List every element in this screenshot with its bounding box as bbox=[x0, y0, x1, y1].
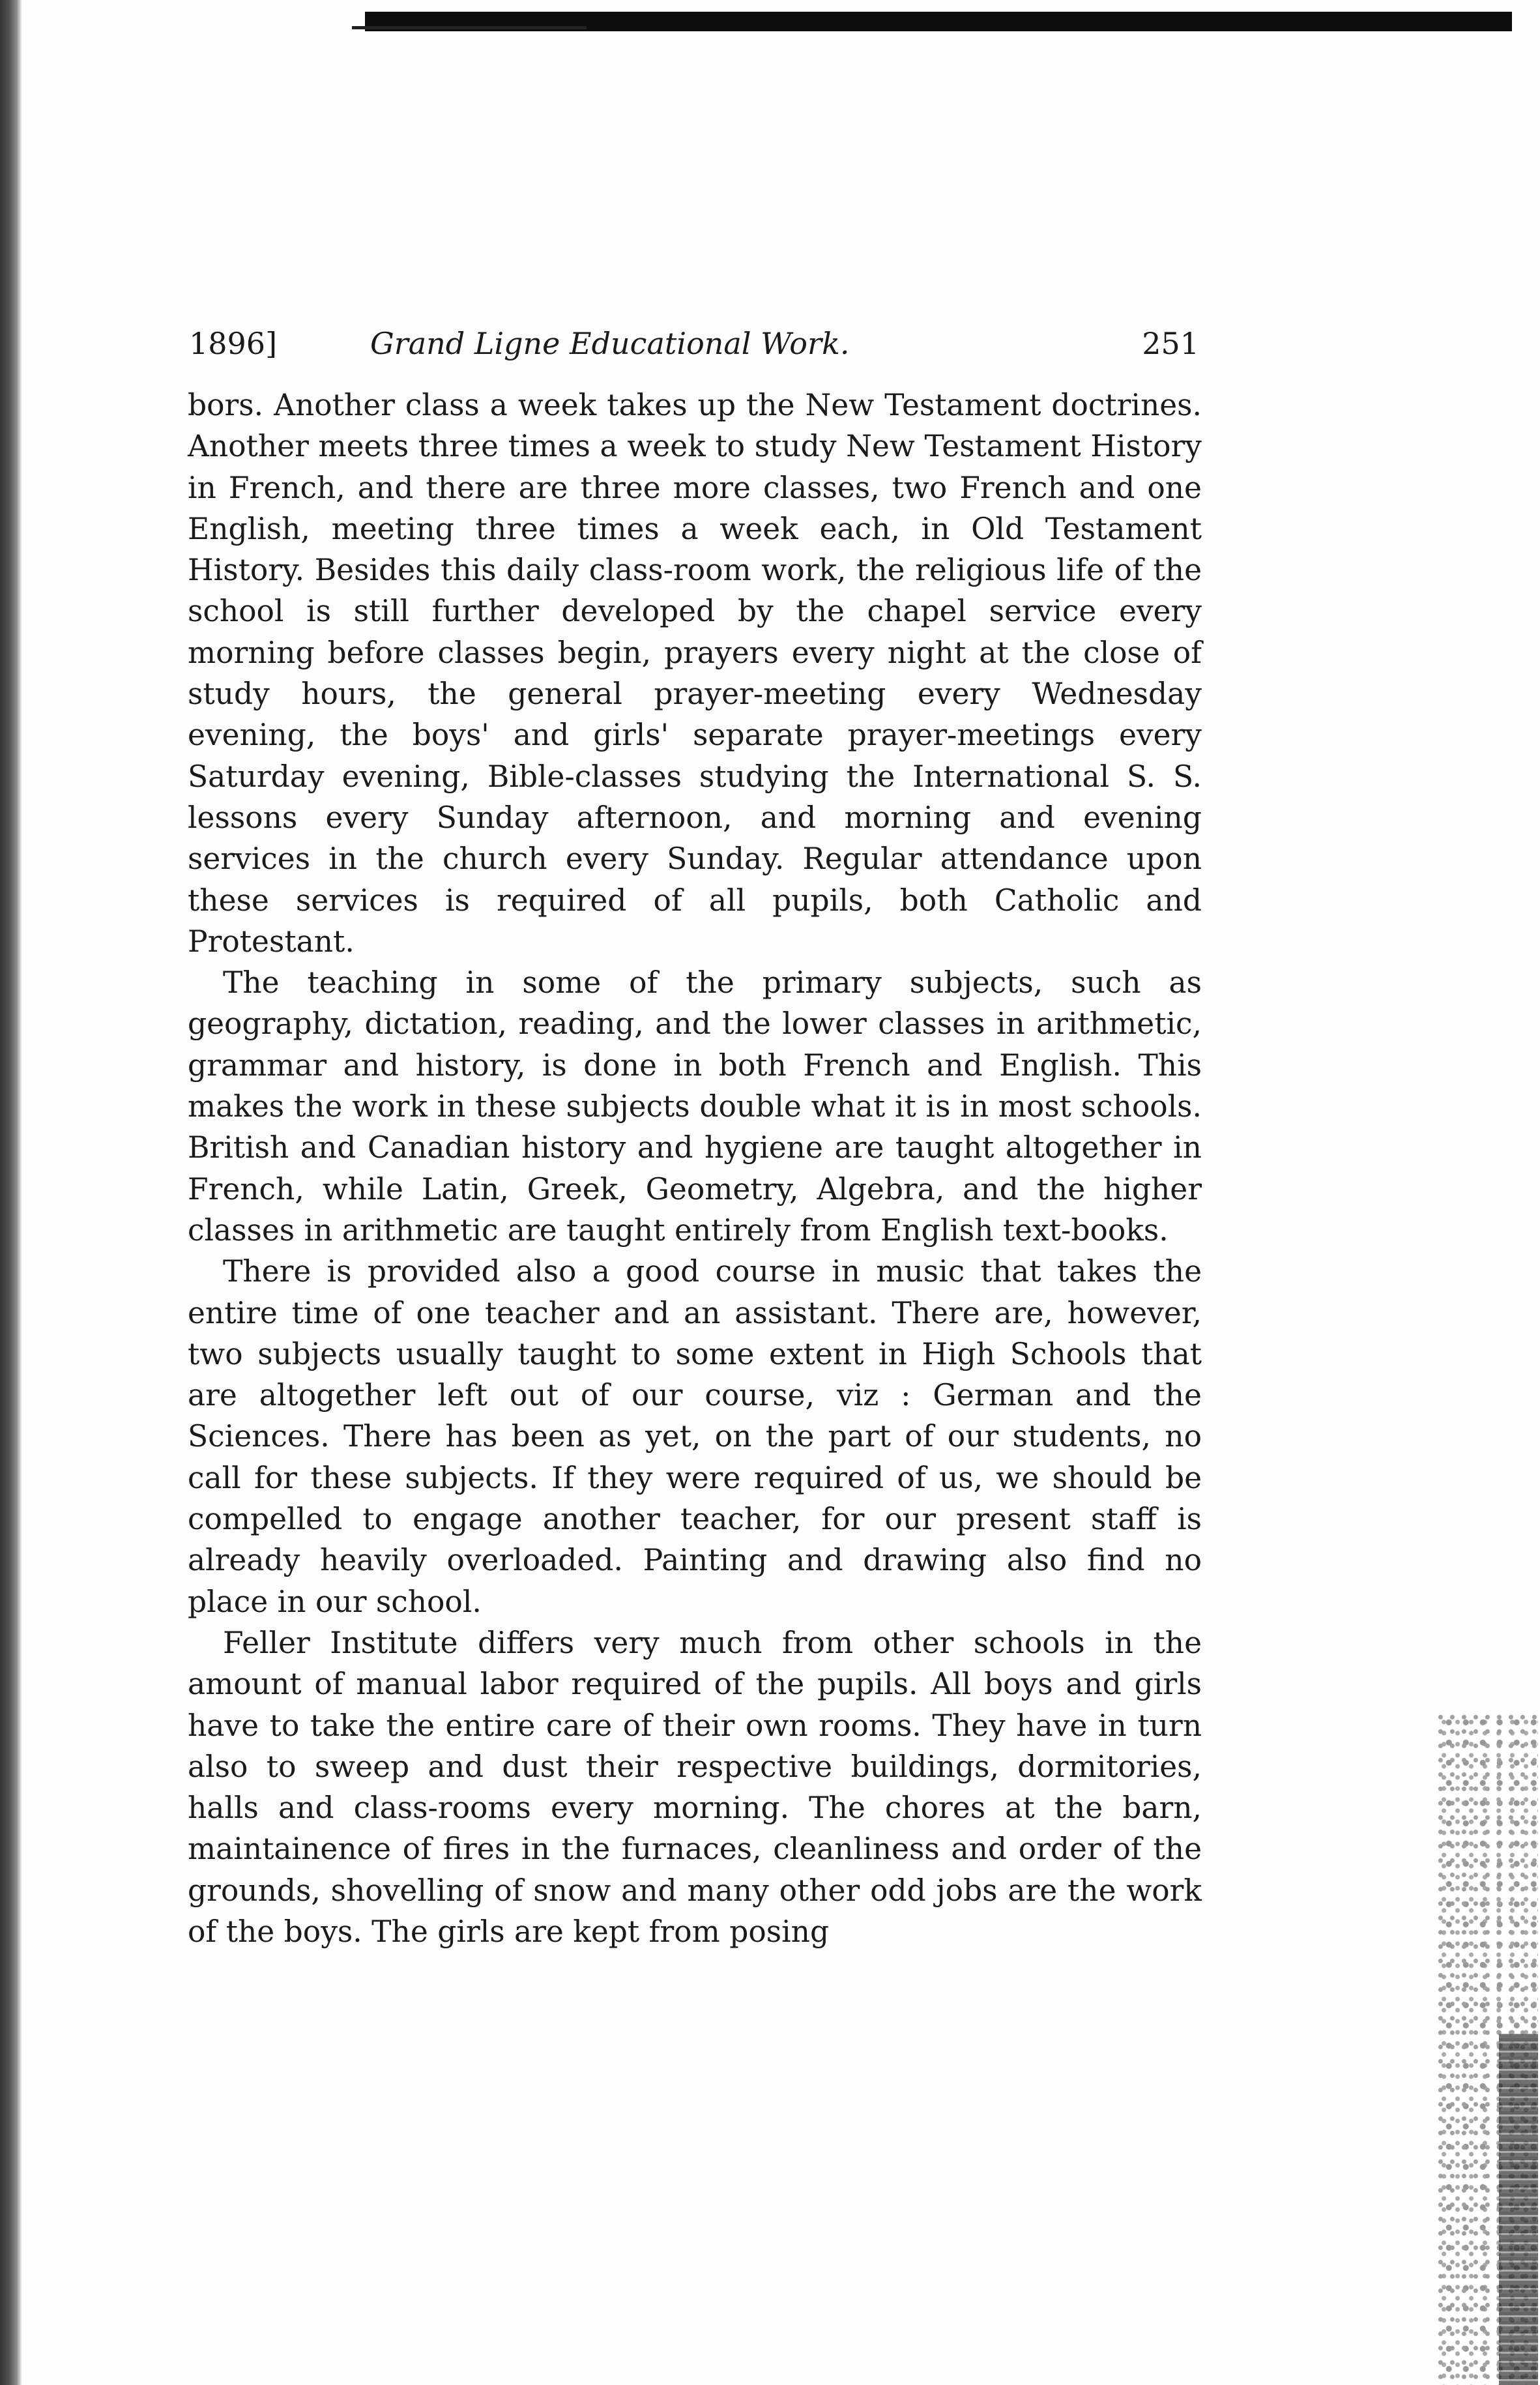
paragraph: Feller Institute differs very much from other schools in the amount of manual labor required of the pupils. All boys and girls have to take the entire care of their own rooms. They have in turn also to sweep and dust their respective buildings, dormitories, halls and class-rooms every morning. The chores at the barn, maintainence of fires in the furnaces, cleanliness and order of the grounds, shovelling of snow and many other odd jobs are the work of the boys. The girls are kept from posing bbox=[188, 1625, 1202, 1949]
running-header bbox=[189, 321, 1199, 366]
paragraph: The teaching in some of the primary subjects, such as geography, dictation, reading, and the lower classes in arithmetic, grammar and history, is done in both French and English. This makes the work in these subjects double what it is in most schools. British and Canadian history and hygiene are taught altogether in French, while Latin, Greek, Geometry, Algebra, and the higher classes in arithmetic are taught entirely from English text-books. bbox=[188, 965, 1202, 1248]
running-title: Grand Ligne Educational Work. bbox=[370, 326, 850, 361]
paragraph-continued: bors. Another class a week takes up the New Testament doctrines. Another meets three times a week to study New Testament History in French, and there are three more classes, two French and one English, meeting three times a week each, in Old Testament History. Besides this daily class-room work, the religious life of the school is still further developed by the chapel service every morning before classes begin, prayers every night at the close of study hours, the general prayer-meeting every Wednesday evening, the boys' and girls' separate prayer-meetings every Saturday evening, Bible-classes studying the International S. S. lessons every Sunday afternoon, and morning and evening services in the church every Sunday. Regular attendance upon these services is required of all pupils, both Catholic and Protestant. bbox=[188, 388, 1202, 959]
body-text bbox=[188, 385, 1202, 1952]
page-number: 251 bbox=[1142, 326, 1199, 361]
scan-left-edge-shadow bbox=[0, 0, 22, 2385]
header-year: 1896] bbox=[189, 326, 278, 361]
scan-right-edge-strip bbox=[1499, 2034, 1538, 2385]
scan-top-rule bbox=[365, 0, 1512, 40]
paragraph: There is provided also a good course in music that takes the entire time of one teacher and an assistant. There are, however, two subjects usually taught to some extent in High Schools that are altogether left out of our course, viz : German and the Sciences. There has been as yet, on the part of our students, no call for these subjects. If they were required of us, we should be compelled to engage another teacher, for our present staff is already heavily overloaded. Painting and drawing also find no place in our school. bbox=[188, 1254, 1202, 1619]
